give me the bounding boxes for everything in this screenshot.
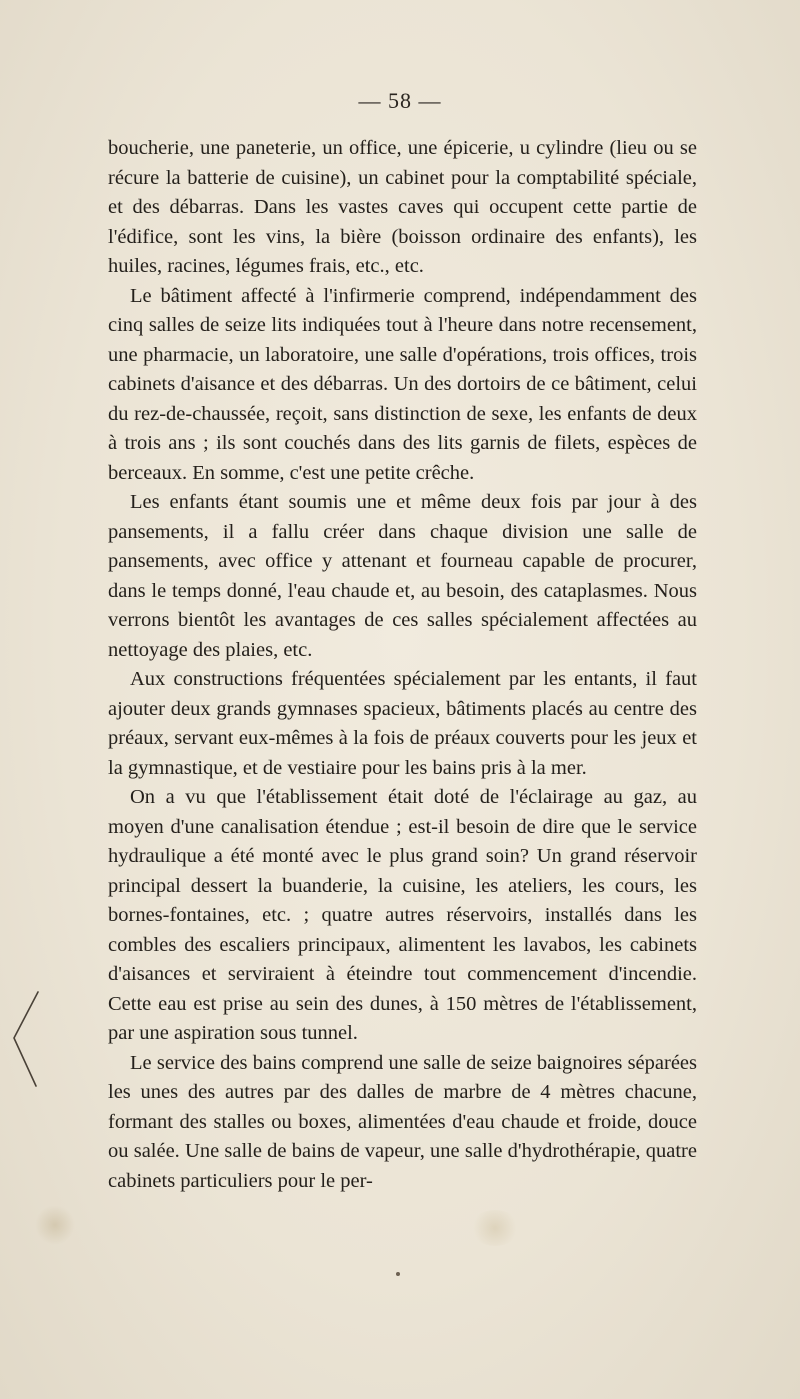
paragraph-6: Le service des bains comprend une salle de seize baignoires séparées les unes des autres par des dalles de marbre de 4 mètres chacune, formant des stalles ou boxes, alimentées d'eau chaude et froide, douce ou salée. Une salle de bains de vapeur, une salle d'hydrothérapie, quatre cabinets particuliers pour le per- xyxy=(108,1051,697,1192)
paper-stain xyxy=(470,1210,520,1246)
body-text xyxy=(108,134,697,1196)
ink-dot xyxy=(396,1272,400,1276)
paragraph-2: Le bâtiment affecté à l'infirmerie comprend, indépendamment des cinq salles de seize lits indiquées tout à l'heure dans notre recensement, une pharmacie, un laboratoire, une salle d'opérations, trois offices, trois cabinets d'aisance et des débarras. Un des dortoirs de ce bâtiment, celui du rez-de-chaussée, reçoit, sans distinction de sexe, les enfants de deux à trois ans ; ils sont couchés dans des lits garnis de filets, espèces de berceaux. En somme, c'est une petite crêche. xyxy=(108,284,697,484)
paper-stain xyxy=(35,1205,75,1245)
paragraph-5: On a vu que l'établissement était doté de l'éclairage au gaz, au moyen d'une canalisation étendue ; est-il besoin de dire que le service hydraulique a été monté avec le plus grand soin? Un grand réservoir principal dessert la buanderie, la cuisine, les ateliers, les cours, les bornes-fontaines, etc. ; quatre autres réservoirs, installés dans les combles des escaliers principaux, alimentent les lavabos, les cabinets d'aisances et serviraient à éteindre tout commencement d'incendie. Cette eau est prise au sein des dunes, à 150 mètres de l'établissement, par une aspiration sous tunnel. xyxy=(108,786,697,1044)
margin-pencil-mark xyxy=(6,990,46,1090)
page-number: — 58 — xyxy=(358,88,442,113)
paragraph-3: Les enfants étant soumis une et même deux fois par jour à des pansements, il a fallu créer dans chaque division une salle de pansements, avec office y attenant et fourneau capable de procurer, dans le temps donné, l'eau chaude et, au besoin, des cataplasmes. Nous verrons bientôt les avantages de ces salles spécialement affectées au nettoyage des plaies, etc. xyxy=(108,491,697,661)
paragraph-1: boucherie, une paneterie, un office, une épicerie, u cylindre (lieu ou se récure la batterie de cuisine), un cabinet pour la comptabilité spéciale, et des débarras. Dans les vastes caves qui occupent cette partie de l'édifice, sont les vins, la bière (boisson ordinaire des enfants), les huiles, racines, légumes frais, etc., etc. xyxy=(108,137,697,277)
paragraph-4: Aux constructions fréquentées spécialement par les entants, il faut ajouter deux grands gymnases spacieux, bâtiments placés au centre des préaux, servant eux-mêmes à la fois de préaux couverts pour les jeux et la gymnastique, et de vestiaire pour les bains pris à la mer. xyxy=(108,668,697,779)
